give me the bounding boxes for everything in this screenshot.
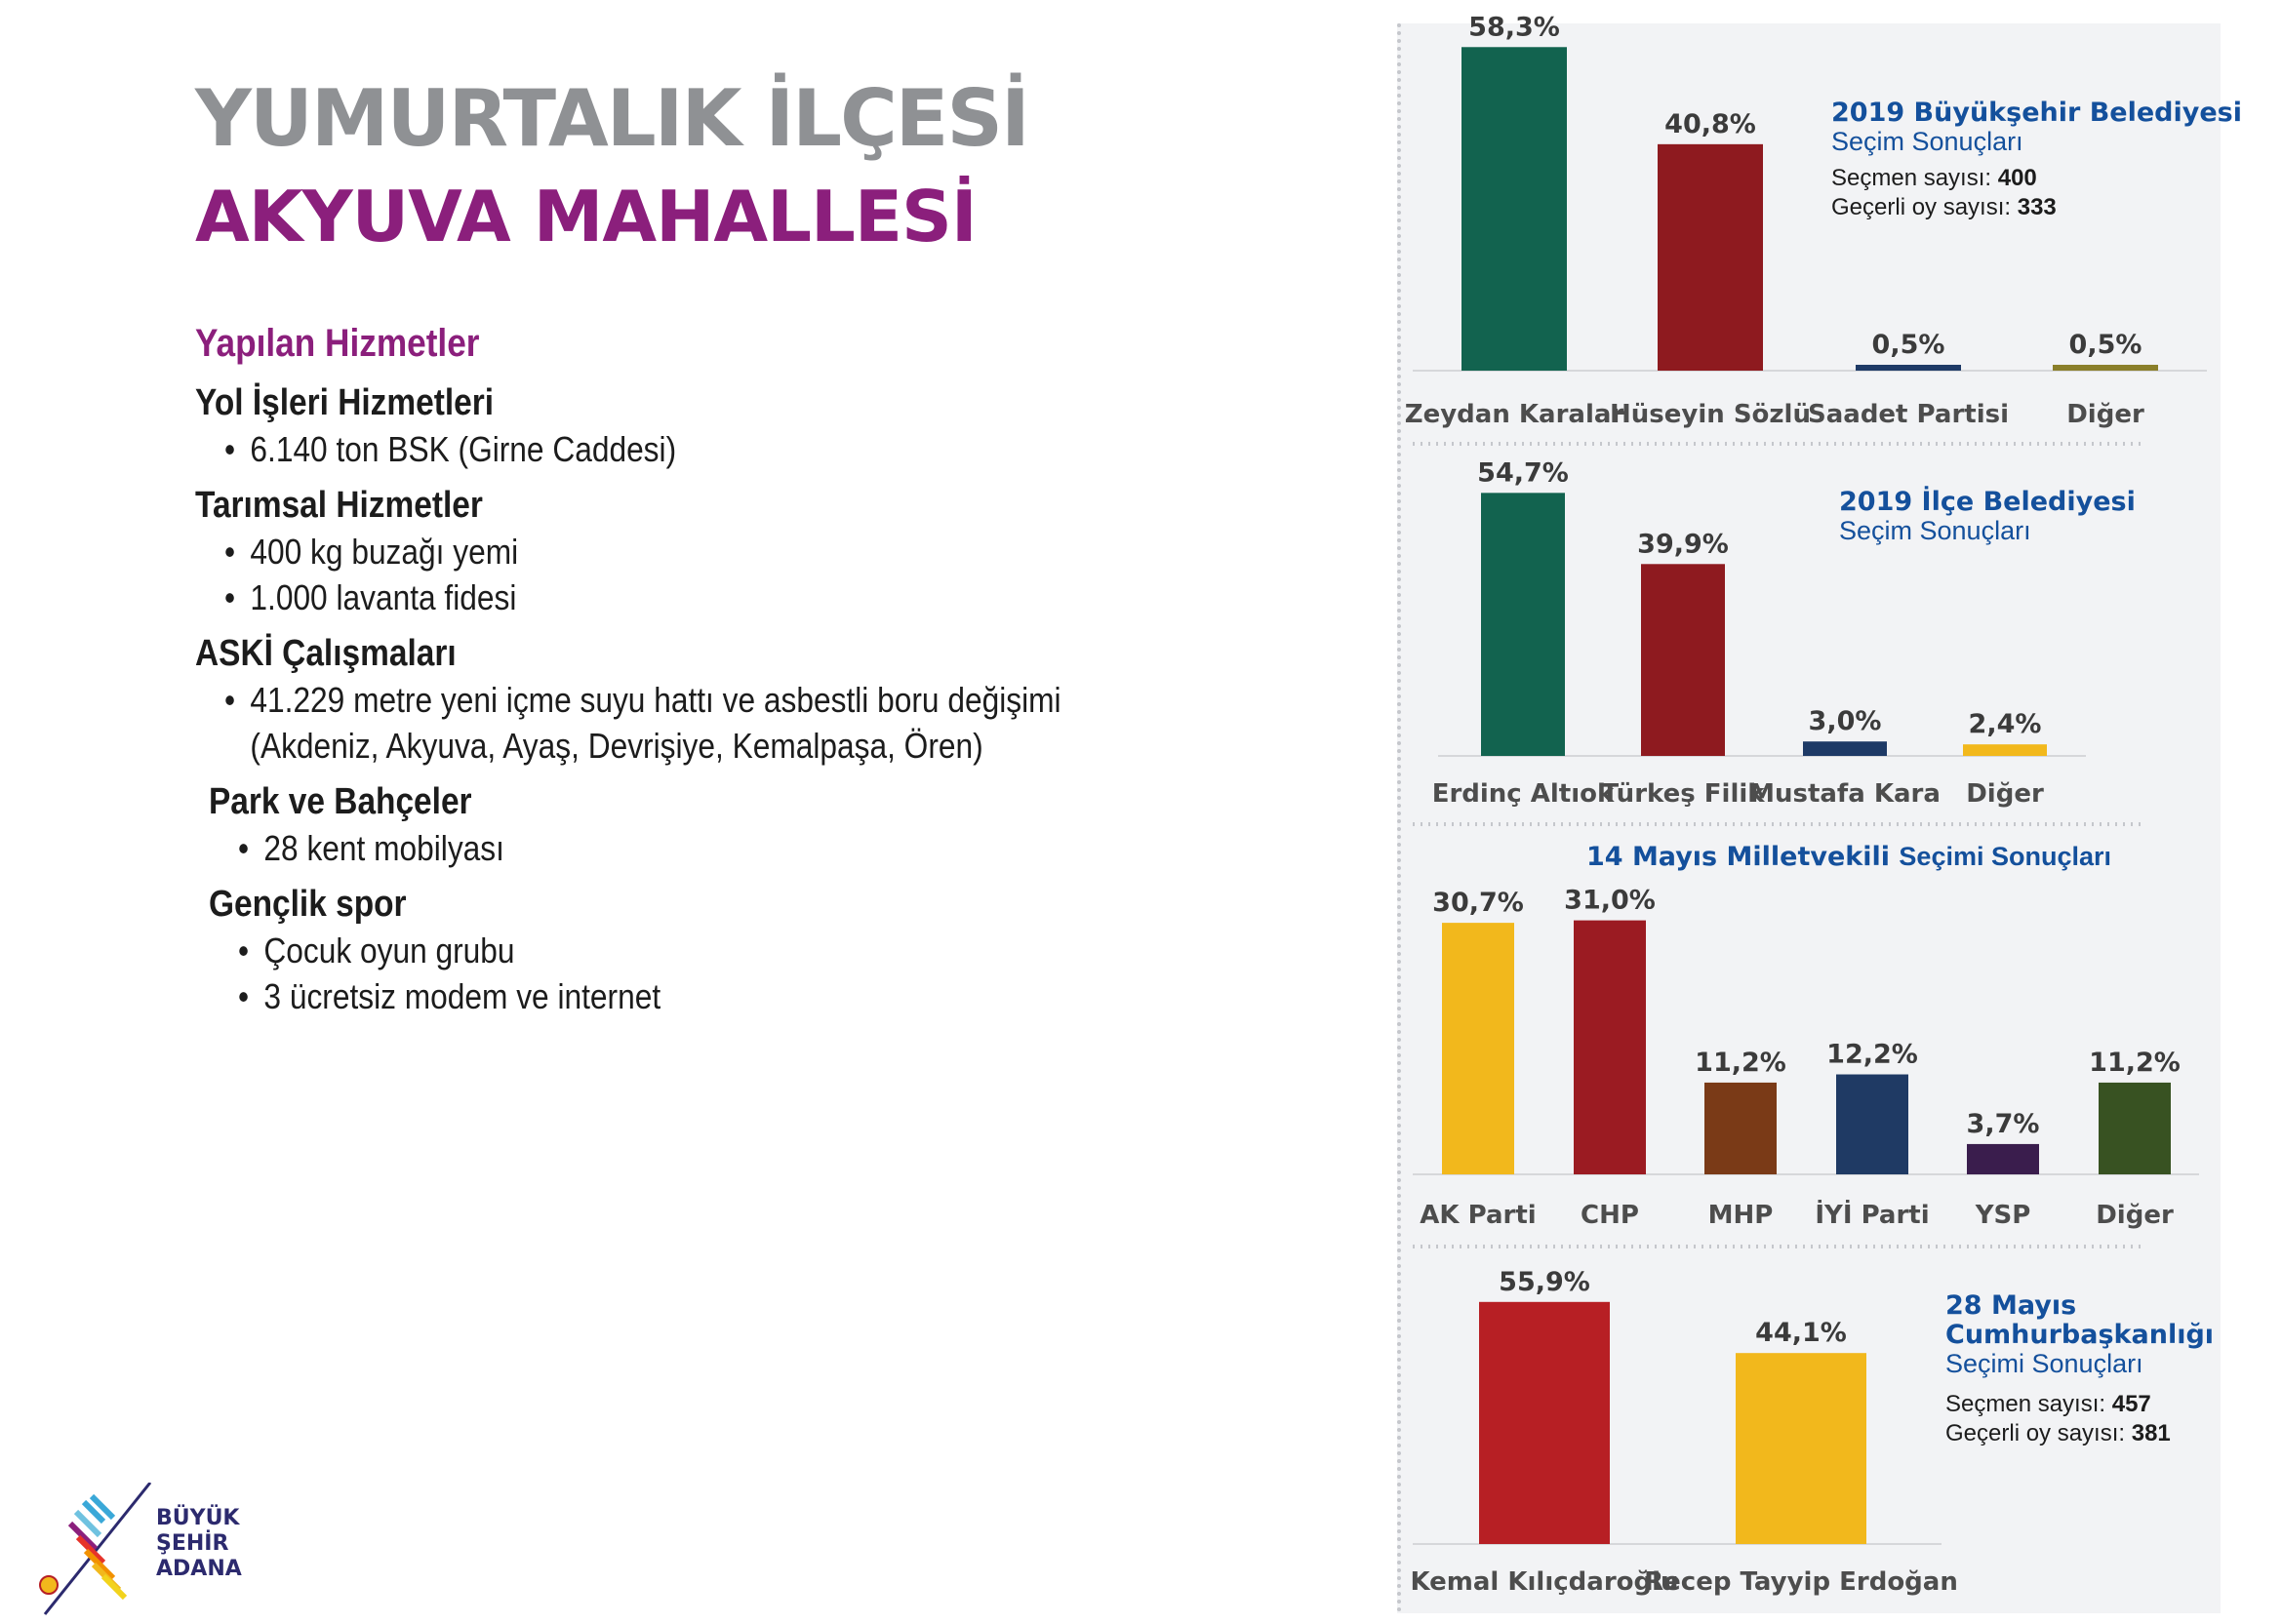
service-item: • Çocuk oyun grubu <box>238 928 1059 973</box>
chart-title: 2019 İlçe Belediyesi <box>1839 487 2136 517</box>
bullet-icon: • <box>238 828 250 868</box>
chart-bar <box>1704 1083 1777 1174</box>
chart-data-label: 11,2% <box>1695 1047 1786 1078</box>
bullet-icon: • <box>238 976 250 1016</box>
district-title: YUMURTALIK İLÇESİ <box>195 73 1028 164</box>
chart-category-label: Erdinç Altıok <box>1431 779 1615 809</box>
chart-data-label: 3,0% <box>1808 706 1882 737</box>
chart-bar <box>2099 1083 2171 1174</box>
chart-category-label: Saadet Partisi <box>1808 400 2009 429</box>
chart-data-label: 11,2% <box>2089 1047 2181 1078</box>
chart-stat: Geçerli oy sayısı: 381 <box>1945 1420 2171 1446</box>
chart-data-label: 40,8% <box>1664 108 1756 139</box>
service-item: • 400 kg buzağı yemi <box>224 529 1058 574</box>
chart-stat: Geçerli oy sayısı: 333 <box>1831 194 2057 220</box>
service-item: • 1.000 lavanta fidesi <box>224 574 1058 620</box>
chart-category-label: CHP <box>1581 1201 1639 1230</box>
chart-subtitle: Seçimi Sonuçları <box>1899 842 2112 871</box>
chart-data-label: 44,1% <box>1755 1318 1847 1349</box>
bullet-icon: • <box>224 429 236 469</box>
service-item: • 41.229 metre yeni içme suyu hattı ve asbestli boru değişimi (Akdeniz, Akyuva, Ayaş, Devrişiye, Kemalpaşa, Ören) <box>224 677 1058 769</box>
chart-category-label: Mustafa Kara <box>1749 779 1941 809</box>
chart-title: 2019 Büyükşehir Belediyesi <box>1831 98 2242 128</box>
chart-title: 28 Mayıs <box>1945 1290 2077 1321</box>
chart-category-label: Diğer <box>1966 779 2044 809</box>
chart-category-label: Hüseyin Sözlü <box>1610 400 1811 429</box>
chart-bar <box>1442 923 1514 1174</box>
chart-bar <box>1967 1144 2039 1174</box>
chart-category-label: Kemal Kılıçdaroğlu <box>1410 1567 1679 1597</box>
chart-data-label: 12,2% <box>1826 1039 1918 1070</box>
chart-bar <box>1641 564 1725 756</box>
chart-subtitle: Seçim Sonuçları <box>1831 127 2023 156</box>
chart-stat-value: 457 <box>2111 1391 2151 1417</box>
chart-bar <box>1658 144 1763 371</box>
neighborhood-title: AKYUVA MAHALLESİ <box>195 176 977 257</box>
chart-stat: Seçmen sayısı: 457 <box>1945 1391 2151 1417</box>
chart-bar <box>1963 744 2047 756</box>
chart-data-label: 0,5% <box>1871 330 1945 360</box>
service-group-title: Tarımsal Hizmetler <box>195 485 483 526</box>
chart-bar <box>1836 1075 1908 1174</box>
bullet-icon: • <box>224 577 236 617</box>
logo-line: BÜYÜK <box>156 1506 240 1530</box>
bullet-icon: • <box>224 532 236 572</box>
service-item-continuation: (Akdeniz, Akyuva, Ayaş, Devrişiye, Kemalpaşa, Ören) <box>250 726 983 766</box>
service-group-title: ASKİ Çalışmaları <box>195 633 457 674</box>
service-item: • 6.140 ton BSK (Girne Caddesi) <box>224 426 1058 472</box>
chart-category-label: Diğer <box>2066 400 2144 429</box>
bullet-icon: • <box>224 680 236 720</box>
logo-line: ŞEHİR <box>156 1531 229 1556</box>
chart-data-label: 30,7% <box>1432 888 1524 919</box>
bullet-icon: • <box>238 931 250 970</box>
chart-bar <box>1574 921 1646 1174</box>
chart-category-label: Türkeş Filik <box>1601 779 1765 809</box>
chart-data-label: 0,5% <box>2068 330 2142 360</box>
chart-category-label: YSP <box>1975 1201 2031 1230</box>
chart-title: 14 Mayıs Milletvekili Seçimi Sonuçları <box>1585 842 2112 872</box>
chart-data-label: 58,3% <box>1468 12 1560 43</box>
chart-data-label: 55,9% <box>1499 1266 1590 1297</box>
chart-stat-value: 400 <box>1997 165 2037 191</box>
chart-bar <box>1736 1353 1866 1544</box>
chart-category-label: MHP <box>1707 1201 1774 1230</box>
chart-category-label: Recep Tayyip Erdoğan <box>1644 1567 1958 1597</box>
chart-stat-value: 381 <box>2131 1420 2171 1446</box>
service-group-title: Yol İşleri Hizmetleri <box>195 382 495 423</box>
service-group-title: Gençlik spor <box>209 884 407 925</box>
chart-bar <box>1479 1302 1610 1544</box>
chart-bar <box>1803 741 1887 756</box>
services-heading: Yapılan Hizmetler <box>195 322 480 365</box>
chart-bar <box>1461 47 1567 371</box>
chart-bar <box>1856 365 1961 371</box>
chart-category-label: Diğer <box>2096 1201 2174 1230</box>
chart-data-label: 39,9% <box>1637 529 1729 560</box>
chart-data-label: 54,7% <box>1477 457 1569 489</box>
service-group-title: Park ve Bahçeler <box>209 781 472 822</box>
chart-category-label: İYİ Parti <box>1815 1201 1930 1230</box>
logo-line: ADANA <box>156 1557 242 1581</box>
chart-stat-value: 333 <box>2017 194 2057 220</box>
chart-bar <box>1481 493 1565 756</box>
chart-subtitle: Seçim Sonuçları <box>1839 516 2031 545</box>
service-item: • 28 kent mobilyası <box>238 825 1059 871</box>
service-item: • 3 ücretsiz modem ve internet <box>238 973 1059 1019</box>
chart-stat: Seçmen sayısı: 400 <box>1831 165 2037 191</box>
chart-subtitle: Seçimi Sonuçları <box>1945 1349 2143 1378</box>
chart-data-label: 2,4% <box>1968 709 2042 740</box>
chart-data-label: 31,0% <box>1564 885 1656 916</box>
chart-category-label: Zeydan Karalar <box>1404 400 1624 429</box>
chart-title: Cumhurbaşkanlığı <box>1945 1320 2215 1350</box>
chart-data-label: 3,7% <box>1966 1108 2040 1139</box>
chart-bar <box>2053 365 2158 371</box>
chart-category-label: AK Parti <box>1420 1201 1537 1230</box>
